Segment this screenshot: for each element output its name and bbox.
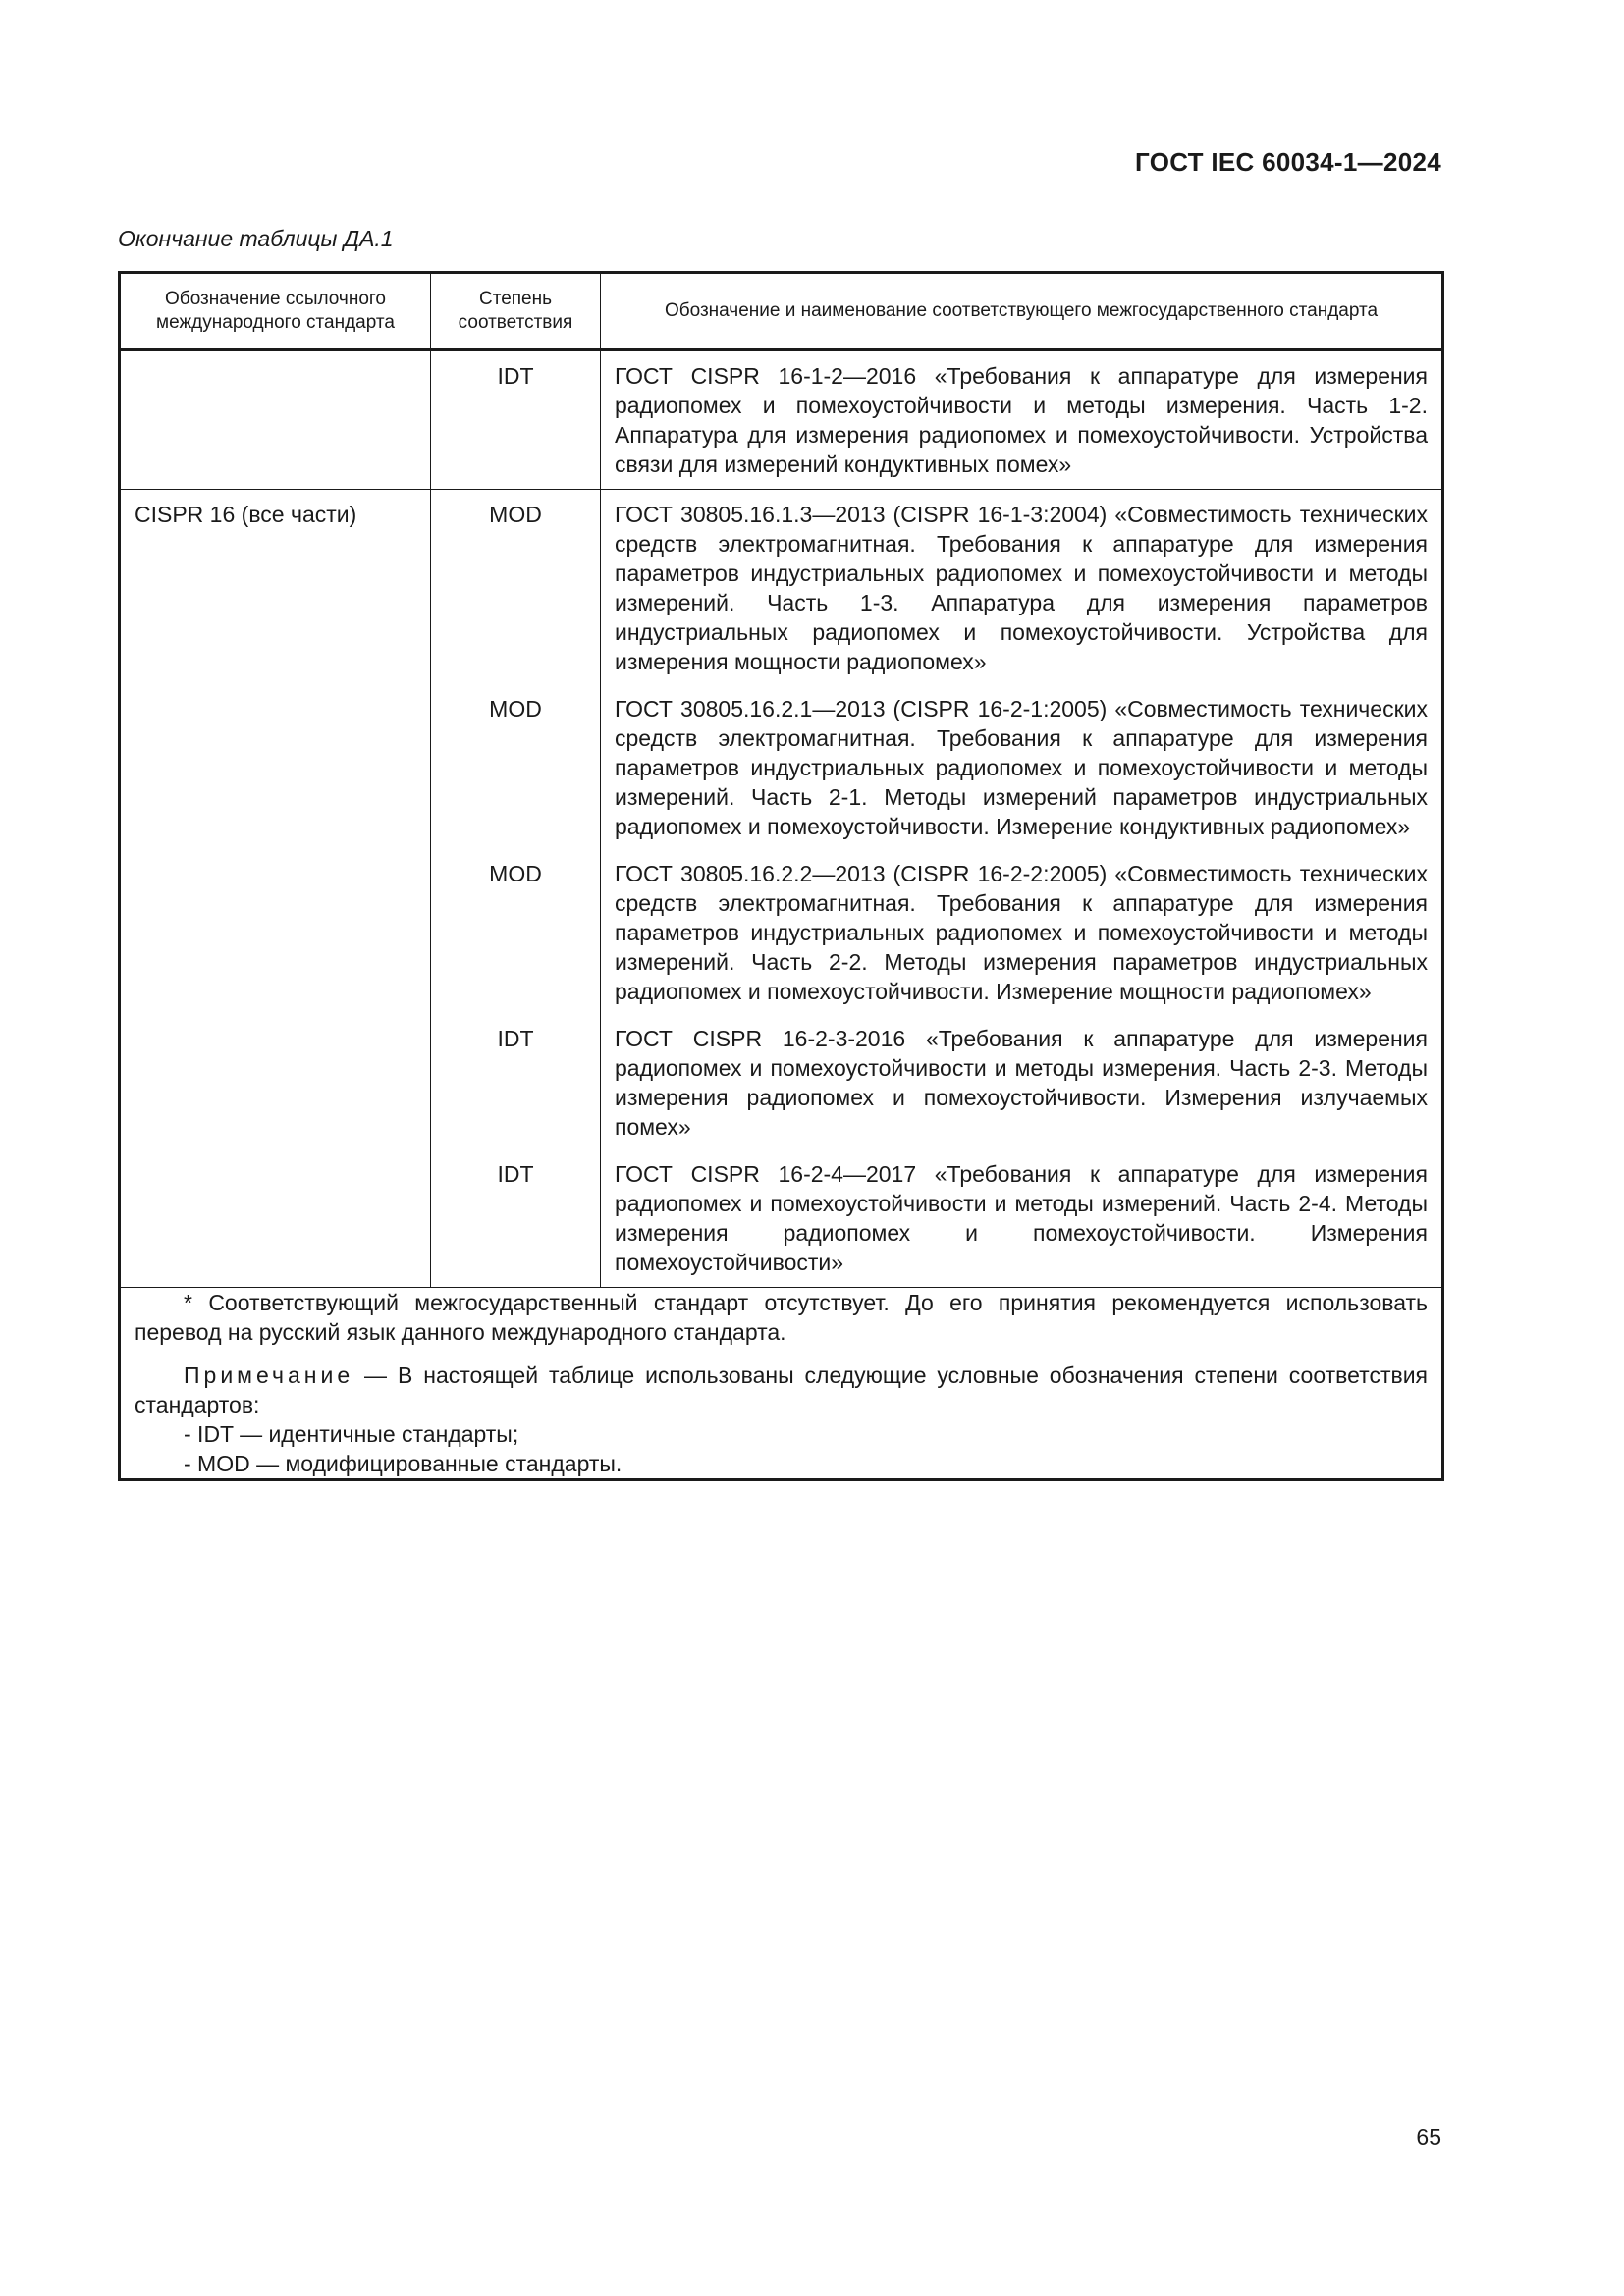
reference-cell-empty (120, 841, 431, 1006)
standard-cell: ГОСТ 30805.16.1.3—2013 (CISPR 16-1-3:2004) «Совместимость технических средств электромагнитная. Требования к аппаратуре для измерения параметров индустриальных радиопомех и помехоустойчивости и методы измерений. Часть 1-3. Аппаратура для измерения параметров индустриальных радиопомех и помехоустойчивости. Устройства для измерения мощности радиопомех» (615, 502, 1428, 674)
reference-cell-empty (120, 1006, 431, 1142)
reference-cell (120, 350, 431, 490)
notes-row (120, 1288, 1443, 1480)
note-text: — В настоящей таблице использованы следующие условные обозначения степени соответствия стандартов: (135, 1362, 1428, 1417)
table-row (120, 676, 1443, 841)
table-row (120, 350, 1443, 490)
standard-cell: ГОСТ 30805.16.2.1—2013 (CISPR 16-2-1:2005) «Совместимость технических средств электромагнитная. Требования к аппаратуре для измерения параметров индустриальных радиопомех и помехоустойчивости и методы измерений. Часть 2-1. Методы измерений параметров индустриальных радиопомех и помехоустойчивости. Измерение кондуктивных радиопомех» (615, 696, 1428, 839)
standard-cell: ГОСТ CISPR 16-1-2—2016 «Требования к аппаратуре для измерения радиопомех и помехоустойчивости и методы измерения. Часть 1-2. Аппаратура для измерения радиопомех и помехоустойчивости. Устройства связи для измерений кондуктивных помех» (601, 350, 1443, 490)
reference-cell-empty (120, 676, 431, 841)
table-row (120, 1006, 1443, 1142)
column-header-degree: Степень соответствия (431, 273, 601, 350)
note-label: Примечание (184, 1362, 354, 1388)
standard-cell: ГОСТ 30805.16.2.2—2013 (CISPR 16-2-2:2005) «Совместимость технических средств электромагнитная. Требования к аппаратуре для измерения параметров индустриальных радиопомех и помехоустойчивости и методы измерений. Часть 2-2. Методы измерения параметров индустриальных радиопомех и помехоустойчивости. Измерение мощности радиопомех» (615, 861, 1428, 1004)
degree-cell: MOD (431, 841, 601, 1006)
notes-cell (120, 1288, 1443, 1480)
degree-cell: IDT (431, 350, 601, 490)
standard-cell: ГОСТ CISPR 16-2-4—2017 «Требования к аппаратуре для измерения радиопомех и помехоустойчивости и методы измерений. Часть 2-4. Методы измерения радиопомех и помехоустойчивости. Измерения помехоустойчивости» (601, 1142, 1443, 1288)
degree-cell: MOD (431, 490, 601, 677)
note-item-idt: - IDT — идентичные стандарты; (184, 1421, 519, 1447)
column-header-standard: Обозначение и наименование соответствующего межгосударственного стандарта (601, 273, 1443, 350)
note-paragraph (135, 1361, 1428, 1419)
note-item-mod: - MOD — модифицированные стандарты. (184, 1451, 623, 1476)
table-caption: Окончание таблицы ДА.1 (118, 226, 394, 251)
table-row (120, 841, 1443, 1006)
document-code: ГОСТ IEC 60034-1—2024 (1135, 147, 1441, 177)
degree-cell: MOD (431, 676, 601, 841)
correspondence-table (118, 271, 1444, 1481)
table-header-row (120, 273, 1443, 350)
degree-cell: IDT (431, 1006, 601, 1142)
reference-cell: CISPR 16 (все части) (120, 490, 431, 677)
table-row (120, 1142, 1443, 1288)
table-row (120, 490, 1443, 677)
footnote: * Соответствующий межгосударственный стандарт отсутствует. До его принятия рекомендуется использовать перевод на русский язык данного международного стандарта. (135, 1290, 1428, 1345)
reference-cell-empty (120, 1142, 431, 1288)
page-number: 65 (1416, 2124, 1441, 2150)
column-header-reference: Обозначение ссылочного международного стандарта (120, 273, 431, 350)
degree-cell: IDT (431, 1142, 601, 1288)
standard-cell: ГОСТ CISPR 16-2-3-2016 «Требования к аппаратуре для измерения радиопомех и помехоустойчивости и методы измерения. Часть 2-3. Методы измерения радиопомех и помехоустойчивости. Измерения излучаемых помех» (615, 1026, 1428, 1140)
